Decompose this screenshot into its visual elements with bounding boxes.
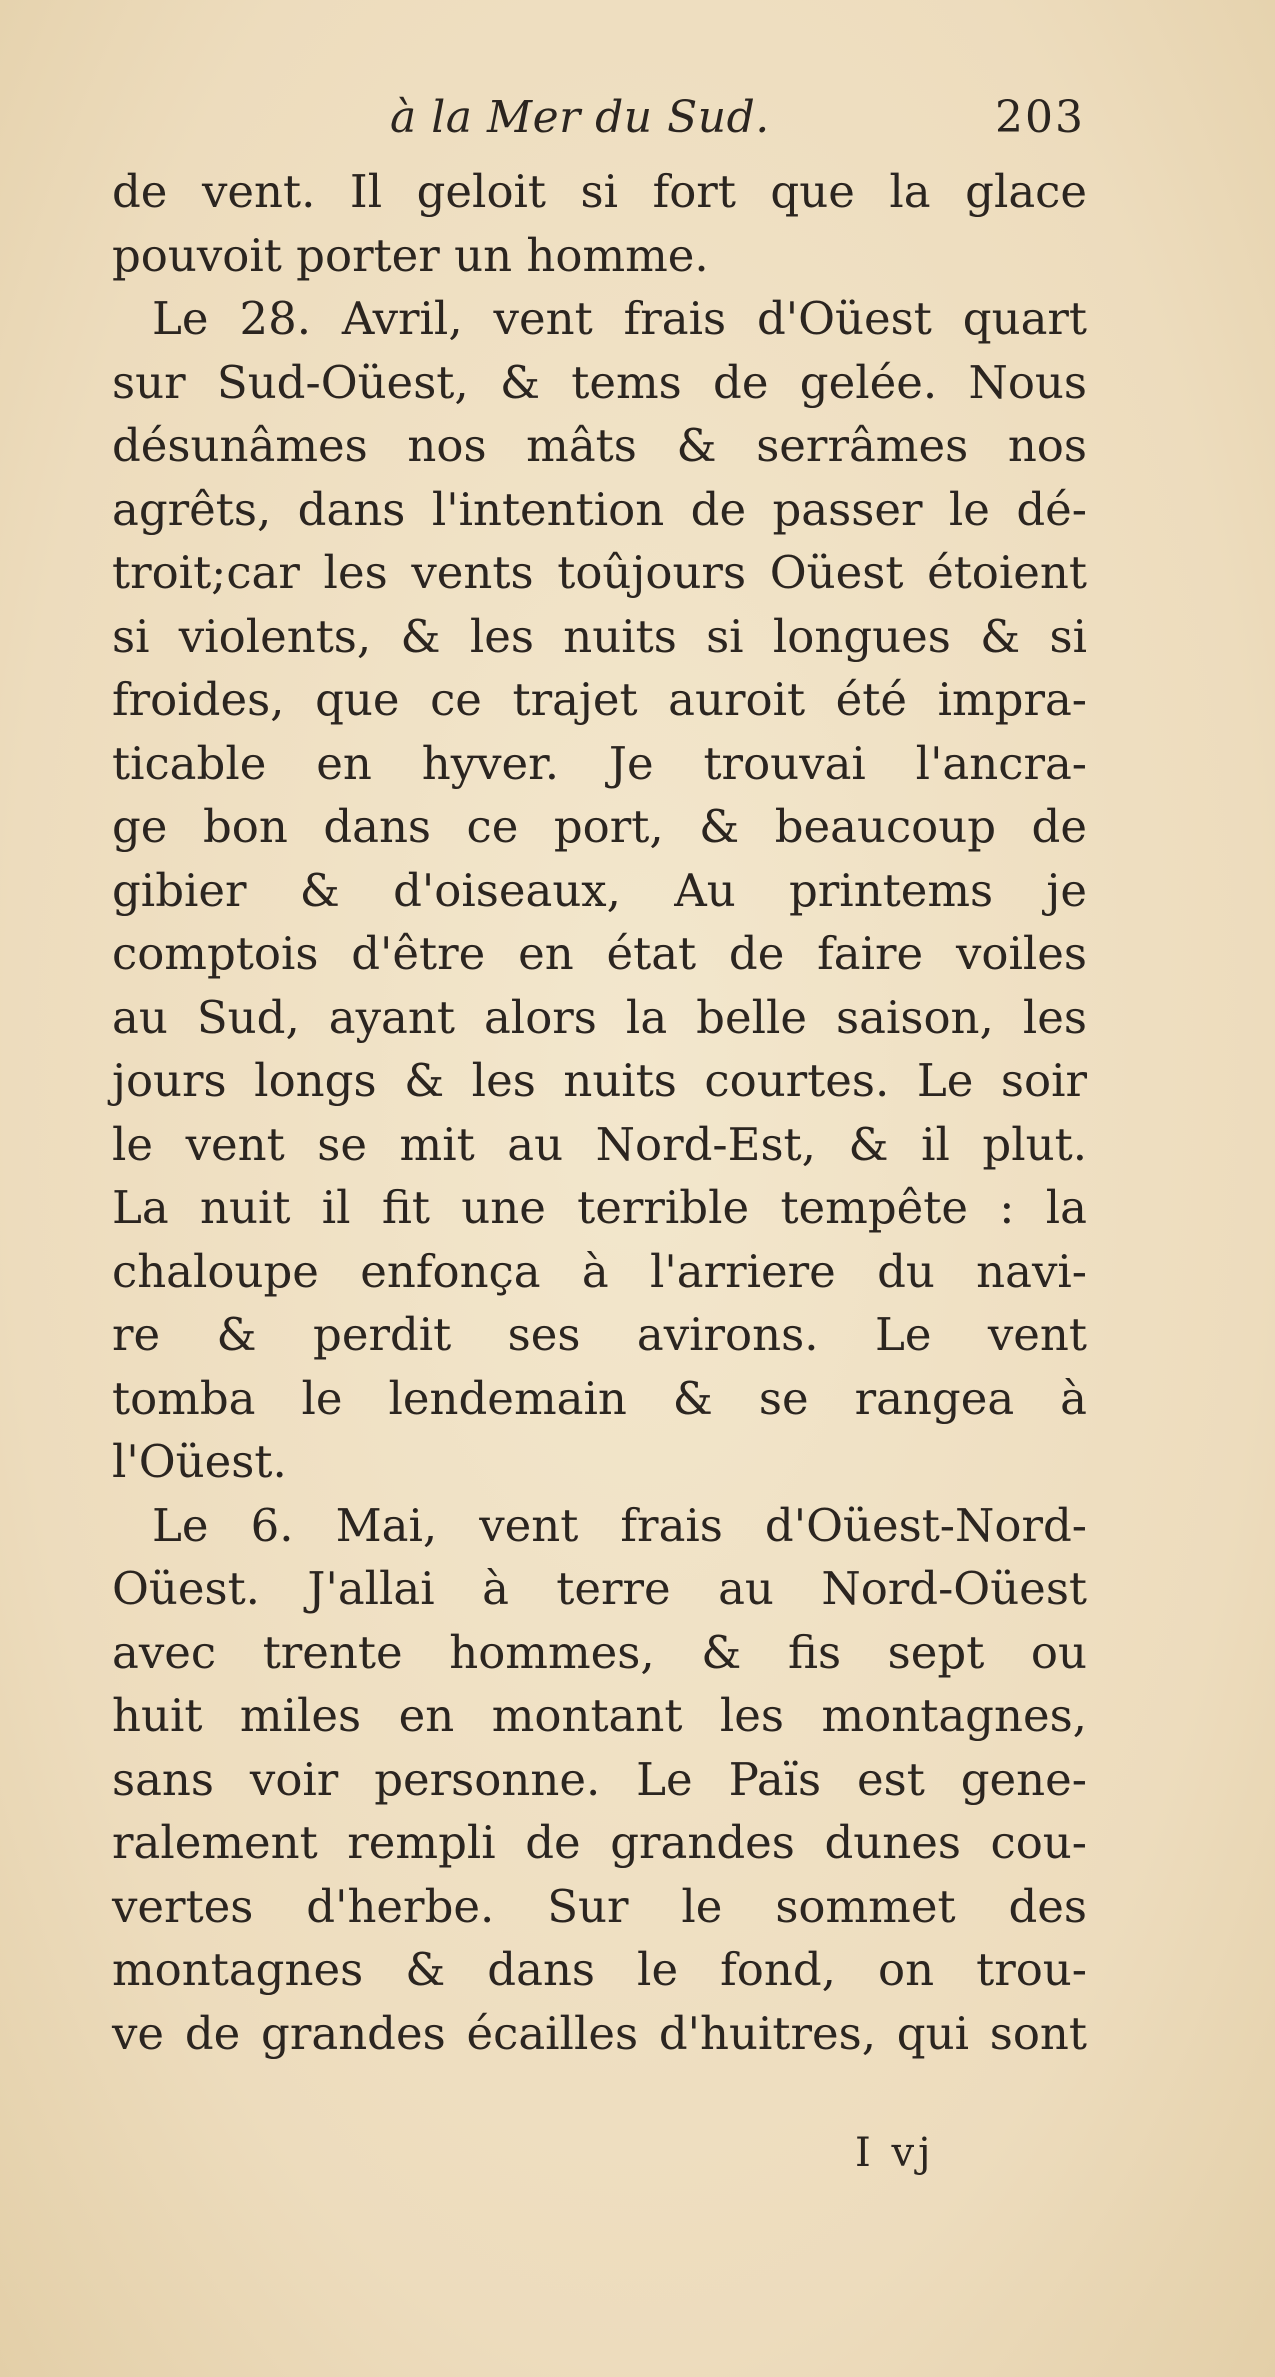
text-line: ve de grandes écailles d'huitres, qui sont	[112, 2006, 1087, 2060]
text-line: jours longs & les nuits courtes. Le soir	[112, 1054, 1087, 1107]
text-line: re & perdit ses avirons. Le vent	[112, 1308, 1087, 1361]
running-title: à la Mer du Sud.	[390, 92, 770, 143]
text-line: Le 6. Mai, vent frais d'Oüest-Nord-	[152, 1498, 1087, 1552]
text-line: le vent se mit au Nord-Est, & il plut.	[112, 1117, 1087, 1171]
text-line: avec trente hommes, & fis sept ou	[112, 1625, 1087, 1679]
text-line: ge bon dans ce port, & beaucoup de	[112, 800, 1087, 853]
text-line: froides, que ce trajet auroit été impra-	[112, 673, 1087, 726]
body-text	[112, 160, 1087, 2065]
text-line: Oüest. J'allai à terre au Nord-Oüest	[112, 1562, 1087, 1615]
text-line: montagnes & dans le fond, on trou-	[112, 1943, 1087, 1996]
text-line: sans voir personne. Le Païs est gene-	[112, 1752, 1087, 1806]
text-line: Le 28. Avril, vent frais d'Oüest quart	[152, 292, 1087, 345]
text-line: comptois d'être en état de faire voiles	[112, 927, 1087, 980]
text-line: vertes d'herbe. Sur le sommet des	[112, 1879, 1087, 1933]
running-head	[110, 92, 1085, 152]
text-line: La nuit il fit une terrible tempête : la	[112, 1181, 1087, 1234]
text-line: ticable en hyver. Je trouvai l'ancra-	[112, 736, 1087, 790]
text-line: l'Oüest.	[112, 1435, 287, 1488]
text-line: sur Sud-Oüest, & tems de gelée. Nous	[112, 355, 1087, 409]
text-line: désunâmes nos mâts & serrâmes nos	[112, 419, 1087, 472]
text-line: si violents, & les nuits si longues & si	[112, 609, 1087, 663]
text-line: ralement rempli de grandes dunes cou-	[112, 1816, 1087, 1869]
signature-mark: I vj	[855, 2130, 935, 2176]
text-line: agrêts, dans l'intention de passer le dé-	[112, 482, 1087, 536]
text-line: de vent. Il geloit si fort que la glace	[112, 165, 1087, 218]
text-line: troit;car les vents toûjours Oüest étoient	[112, 546, 1087, 599]
text-line: chaloupe enfonça à l'arriere du navi-	[112, 1244, 1087, 1298]
text-line: pouvoit porter un homme.	[112, 228, 709, 282]
text-line: tomba le lendemain & se rangea à	[112, 1371, 1087, 1425]
text-line: au Sud, ayant alors la belle saison, les	[112, 990, 1087, 1044]
page-number: 203	[995, 92, 1085, 143]
text-line: gibier & d'oiseaux, Au printems je	[112, 863, 1087, 917]
text-line: huit miles en montant les montagnes,	[112, 1689, 1087, 1742]
